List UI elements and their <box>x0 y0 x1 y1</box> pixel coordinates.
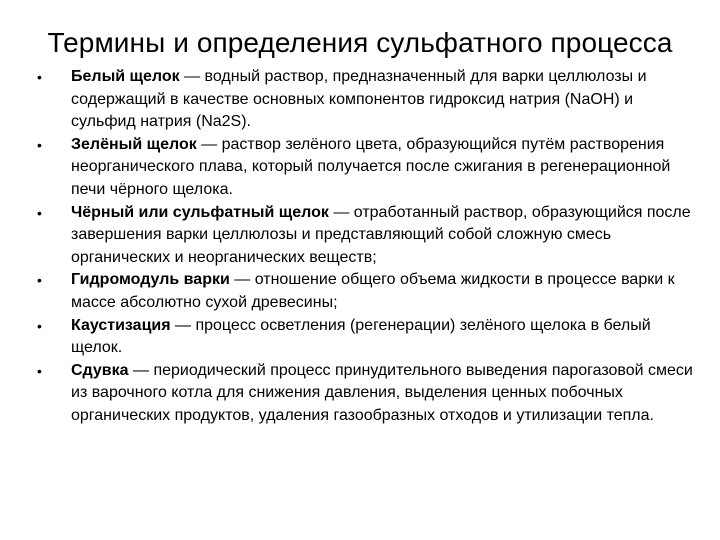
term-item-blow-off <box>37 360 697 428</box>
term-definition: — отработанный раствор, образующийся после завершения варки целлюлозы и представляющий собой сложную смесь органических и неорганических веществ; <box>71 203 691 266</box>
term-definition: — отношение общего объема жидкости в процессе варки к массе абсолютно сухой древесины; <box>71 271 675 311</box>
term-item-white-liquor <box>37 66 697 134</box>
term-definition: — раствор зелёного цвета, образующийся путём растворения неорганического плава, который получается после сжигания в регенерационной печи чёрного щелока. <box>71 135 671 198</box>
term-item-causticizing <box>37 315 697 360</box>
term-definition: — водный раствор, предназначенный для варки целлюлозы и содержащий в качестве основных компонентов гидроксид натрия (NaOH) и сульфид натрия (Na2S). <box>71 68 647 131</box>
term-name: Каустизация <box>71 316 171 334</box>
term-name: Гидромодуль варки <box>71 271 230 289</box>
terms-list <box>37 66 697 428</box>
bullet-icon: • <box>37 204 42 221</box>
term-name: Зелёный щелок <box>71 135 197 153</box>
term-name: Сдувка <box>71 361 129 379</box>
bullet-icon: • <box>37 317 42 334</box>
term-name: Белый щелок <box>71 68 180 85</box>
term-definition: — периодический процесс принудительного выведения парогазовой смеси из варочного котла для снижения давления, выделения ценных побочных органических продуктов, удаления газообразных отходов и утилизации тепла. <box>71 361 693 424</box>
term-item-liquor-ratio <box>37 269 697 314</box>
bullet-icon: • <box>37 69 42 85</box>
term-item-black-liquor <box>37 202 697 270</box>
bullet-icon: • <box>37 362 42 379</box>
bullet-icon: • <box>37 136 42 153</box>
term-definition: — процесс осветления (регенерации) зелёного щелока в белый щелок. <box>71 316 651 357</box>
term-name: Чёрный или сульфатный щелок <box>71 203 329 221</box>
bullet-icon: • <box>37 272 42 289</box>
slide-title: Термины и определения сульфатного процесса <box>47 27 673 58</box>
term-item-green-liquor <box>37 134 697 202</box>
